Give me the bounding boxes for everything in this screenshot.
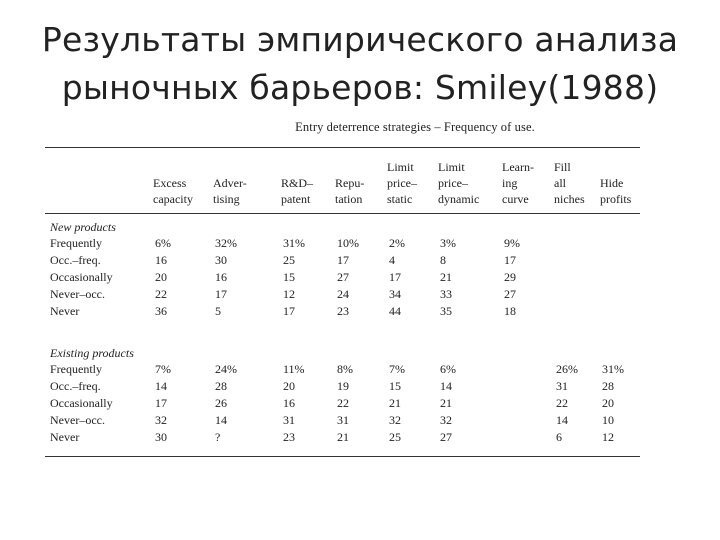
table-cell: 30 <box>155 430 167 444</box>
row-label: Never <box>50 430 80 444</box>
table-cell: ? <box>215 430 221 444</box>
column-header-line: price– <box>387 176 417 190</box>
table-cell: 15 <box>389 379 401 393</box>
table-cell: 31 <box>283 413 295 427</box>
table-row <box>45 430 640 446</box>
column-header-line: tising <box>213 192 240 206</box>
table-cell: 32 <box>155 413 167 427</box>
table-row <box>45 362 640 378</box>
table-row <box>45 413 640 429</box>
column-header-line: Hide <box>600 176 624 190</box>
slide-title-line-2: рыночных барьеров: Smiley(1988) <box>61 68 659 107</box>
table-cell: 23 <box>337 304 349 318</box>
row-label: Never–occ. <box>50 287 105 301</box>
table-cell: 17 <box>337 253 349 267</box>
scanned-table <box>45 120 640 462</box>
table-cell: 18 <box>504 304 516 318</box>
row-label: Never <box>50 304 80 318</box>
row-label: Occasionally <box>50 396 113 410</box>
column-header-line: Limit <box>387 160 414 174</box>
column-header <box>213 159 247 207</box>
table-cell: 32% <box>215 236 237 250</box>
table-cell: 24% <box>215 362 237 376</box>
table-cell: 17 <box>389 270 401 284</box>
table-cell: 14 <box>556 413 568 427</box>
table-cell: 11% <box>283 362 305 376</box>
column-header <box>387 159 417 207</box>
column-header-line: Fill <box>554 160 571 174</box>
table-cell: 44 <box>389 304 401 318</box>
table-cell: 14 <box>155 379 167 393</box>
column-header-line: patent <box>281 192 311 206</box>
column-header <box>554 159 585 207</box>
table-cell: 26% <box>556 362 578 376</box>
table-cell: 15 <box>283 270 295 284</box>
column-header <box>600 159 631 207</box>
table-cell: 26 <box>215 396 227 410</box>
column-header-line: niches <box>554 192 585 206</box>
table-cell: 2% <box>389 236 405 250</box>
table-cell: 36 <box>155 304 167 318</box>
table-row <box>45 304 640 320</box>
table-cell: 28 <box>215 379 227 393</box>
table-cell: 30 <box>215 253 227 267</box>
table-cell: 14 <box>440 379 452 393</box>
table-cell: 23 <box>283 430 295 444</box>
column-header-line: Learn- <box>502 160 534 174</box>
table-cell: 21 <box>440 396 452 410</box>
table-cell: 24 <box>337 287 349 301</box>
table-cell: 4 <box>389 253 395 267</box>
table-cell: 25 <box>283 253 295 267</box>
table-cell: 21 <box>389 396 401 410</box>
table-cell: 22 <box>556 396 568 410</box>
table-cell: 17 <box>155 396 167 410</box>
table-header-rule <box>45 213 640 214</box>
table-cell: 8% <box>337 362 353 376</box>
table-cell: 10 <box>602 413 614 427</box>
column-header-line: Repu- <box>335 176 365 190</box>
column-header-line: all <box>554 176 566 190</box>
table-cell: 31% <box>602 362 624 376</box>
row-label: Frequently <box>50 362 102 376</box>
column-header-line: price– <box>438 176 468 190</box>
row-label: Never–occ. <box>50 413 105 427</box>
table-cell: 10% <box>337 236 359 250</box>
table-bottom-rule <box>45 456 640 457</box>
table-cell: 25 <box>389 430 401 444</box>
table-cell: 35 <box>440 304 452 318</box>
table-cell: 17 <box>504 253 516 267</box>
column-header-line: R&D– <box>281 176 314 190</box>
table-cell: 27 <box>504 287 516 301</box>
table-cell: 32 <box>440 413 452 427</box>
table-cell: 31% <box>283 236 305 250</box>
column-header-line: profits <box>600 192 632 206</box>
table-cell: 12 <box>283 287 295 301</box>
table-cell: 20 <box>602 396 614 410</box>
table-cell: 34 <box>389 287 401 301</box>
column-header-line: Adver- <box>213 176 247 190</box>
section-label: Existing products <box>50 346 134 360</box>
column-header-line: Excess <box>153 176 187 190</box>
column-header-line <box>600 159 631 175</box>
table-cell: 6 <box>556 430 562 444</box>
table-cell: 21 <box>337 430 349 444</box>
table-cell: 16 <box>155 253 167 267</box>
column-header-line: tation <box>335 192 363 206</box>
table-cell: 33 <box>440 287 452 301</box>
table-cell: 27 <box>337 270 349 284</box>
row-label: Occ.–freq. <box>50 253 101 267</box>
table-row <box>45 396 640 412</box>
table-cell: 7% <box>389 362 405 376</box>
table-row <box>45 379 640 395</box>
table-cell: 31 <box>556 379 568 393</box>
table-top-rule <box>45 147 640 148</box>
column-header-line <box>213 159 247 175</box>
column-header-line: Limit <box>438 160 465 174</box>
table-cell: 29 <box>504 270 516 284</box>
table-cell: 19 <box>337 379 349 393</box>
table-cell: 22 <box>155 287 167 301</box>
section-label: New products <box>50 220 116 234</box>
table-cell: 3% <box>440 236 456 250</box>
slide-title-line-1: Результаты эмпирического анализа <box>41 20 679 59</box>
table-cell: 6% <box>155 236 171 250</box>
table-cell: 21 <box>440 270 452 284</box>
row-label: Occasionally <box>50 270 113 284</box>
table-cell: 31 <box>337 413 349 427</box>
table-cell: 28 <box>602 379 614 393</box>
table-cell: 27 <box>440 430 452 444</box>
column-header-line: dynamic <box>438 192 480 206</box>
table-cell: 16 <box>215 270 227 284</box>
table-cell: 17 <box>283 304 295 318</box>
table-cell: 32 <box>389 413 401 427</box>
column-header-line: ing <box>502 176 518 190</box>
table-row <box>45 236 640 252</box>
column-header-line: curve <box>502 192 529 206</box>
table-cell: 8 <box>440 253 446 267</box>
row-label: Occ.–freq. <box>50 379 101 393</box>
slide-title <box>0 16 720 112</box>
column-header <box>281 159 313 207</box>
column-header-line <box>335 159 364 175</box>
table-cell: 20 <box>155 270 167 284</box>
table-row <box>45 253 640 269</box>
table-cell: 20 <box>283 379 295 393</box>
table-cell: 16 <box>283 396 295 410</box>
table-cell: 5 <box>215 304 221 318</box>
column-header <box>335 159 364 207</box>
column-header <box>438 159 479 207</box>
table-cell: 9% <box>504 236 520 250</box>
table-caption: Entry deterrence strategies – Frequency of use. <box>295 120 535 134</box>
table-cell: 7% <box>155 362 171 376</box>
table-cell: 14 <box>215 413 227 427</box>
column-header-line: static <box>387 192 413 206</box>
column-header-line <box>153 159 193 175</box>
column-header-line <box>281 159 313 175</box>
table-cell: 12 <box>602 430 614 444</box>
table-row <box>45 287 640 303</box>
row-label: Frequently <box>50 236 102 250</box>
table-row <box>45 270 640 286</box>
table-cell: 6% <box>440 362 456 376</box>
table-cell: 22 <box>337 396 349 410</box>
table-cell: 17 <box>215 287 227 301</box>
column-header <box>153 159 193 207</box>
column-header-line: capacity <box>153 192 193 206</box>
column-header <box>502 159 534 207</box>
